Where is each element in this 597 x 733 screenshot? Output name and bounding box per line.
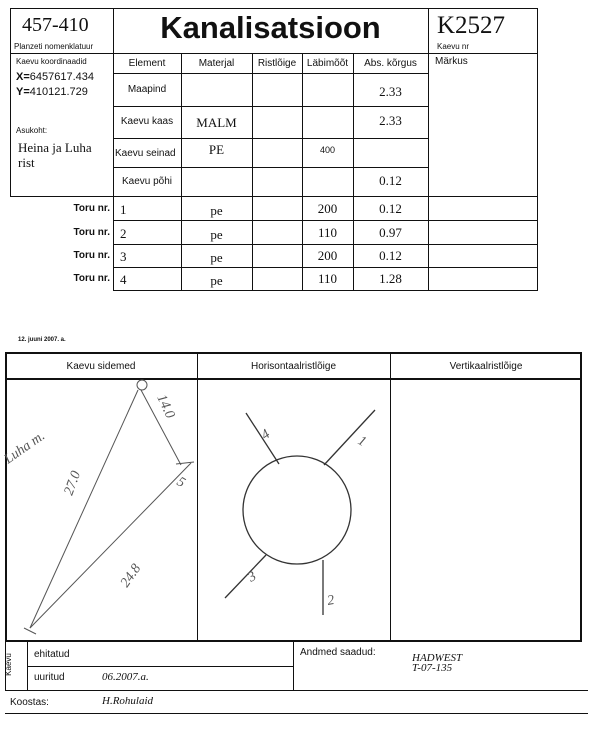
handwriting-length: 5 [174, 474, 188, 491]
well-number-label: Kaevu nr [437, 42, 470, 51]
row-korgus: 0.12 [379, 173, 402, 188]
y-label: Y= [16, 86, 30, 98]
row-element: Kaevu seinad [115, 148, 176, 159]
y-value: 410121.729 [29, 86, 88, 98]
pipe-number-4: 4 [258, 426, 274, 444]
col-header-korgus: Abs. kõrgus [364, 58, 417, 69]
coord-label: Kaevu koordinaadid [16, 57, 87, 66]
pipe-label: Toru nr. [73, 250, 110, 261]
pipe-labimoot: 200 [317, 201, 338, 216]
row-element: Maapind [127, 84, 167, 95]
row-materjal: MALM [196, 115, 237, 130]
pipe-korgus: 1.28 [379, 271, 402, 286]
pipe-korgus: 0.12 [379, 248, 402, 263]
sketch-col-horizontal: Horisontaalristlõige [250, 361, 337, 372]
pipe-labimoot: 200 [317, 248, 338, 263]
pipe-3-line [225, 555, 266, 598]
col-header-ristloige: Ristlõige [257, 58, 297, 69]
pipe-materjal: pe [210, 203, 223, 218]
pipe-4-line [246, 413, 279, 464]
col-header-materjal: Materjal [198, 58, 235, 69]
x-value: 6457617.434 [29, 71, 94, 83]
row-labimoot: 400 [319, 145, 336, 155]
row-element: Kaevu põhi [121, 176, 173, 187]
surveyed-label: uuritud [34, 672, 65, 683]
handwriting-length: 14.0 [153, 392, 178, 421]
sheet-number: 457-410 [22, 14, 89, 36]
location-line2: rist [18, 155, 35, 170]
x-label: X= [16, 71, 30, 83]
col-header-element: Element [128, 58, 166, 69]
row-korgus: 2.33 [379, 113, 402, 128]
col-header-labimoot: Läbimõõt [306, 58, 349, 69]
pipe-nr: 4 [120, 272, 127, 287]
sketch-col-connections: Kaevu sidemed [66, 361, 136, 372]
data-from-label: Andmed saadud: [300, 647, 376, 658]
pipe-label: Toru nr. [73, 273, 110, 284]
well-side-label: Kaevu [3, 653, 13, 676]
horizontal-section [225, 410, 375, 615]
location-label: Asukoht: [16, 126, 48, 135]
well-number: K2527 [437, 12, 506, 39]
pipe-korgus: 0.97 [379, 225, 402, 240]
pipe-labimoot: 110 [317, 225, 338, 240]
pipe-label: Toru nr. [73, 203, 110, 214]
row-korgus: 2.33 [379, 84, 402, 99]
handwriting-length: 24.8 [117, 561, 145, 591]
pipe-materjal: pe [210, 250, 223, 265]
well-circle [243, 456, 351, 564]
compiled-label: Koostas: [10, 697, 49, 708]
pipe-materjal: pe [210, 227, 223, 242]
pipe-line [30, 390, 138, 628]
handwriting-length: 27.0 [61, 469, 85, 498]
handwriting-street: Luha m. [1, 428, 48, 468]
pipe-materjal: pe [210, 273, 223, 288]
pipe-nr: 2 [120, 226, 127, 241]
pipe-line [24, 628, 36, 634]
data-from-reference: T-07-135 [412, 662, 453, 674]
pipe-label: Toru nr. [73, 227, 110, 238]
date-label: 12. juuni 2007. a. [18, 337, 66, 343]
well-marker [137, 380, 147, 390]
sketch-col-vertical: Vertikaalristlõige [449, 361, 523, 372]
pipe-korgus: 0.12 [379, 201, 402, 216]
col-header-markus: Märkus [435, 56, 468, 67]
sheet-label: Planzeti nomenklatuur [14, 42, 94, 51]
pipe-nr: 3 [120, 249, 127, 264]
pipe-line [176, 462, 194, 464]
built-label: ehitatud [34, 649, 70, 660]
pipe-labimoot: 110 [317, 271, 338, 286]
row-materjal: PE [208, 142, 225, 157]
compiled-value: H.Rohulaid [102, 695, 154, 707]
pipe-nr: 1 [120, 202, 127, 217]
row-element: Kaevu kaas [120, 116, 174, 127]
surveyed-value: 06.2007.a. [102, 671, 149, 683]
pipe-number-2: 2 [326, 592, 336, 609]
pipe-number-3: 3 [245, 568, 260, 586]
page-title: Kanalisatsioon [160, 10, 381, 45]
location-line1: Heina ja Luha [18, 140, 92, 155]
pipe-number-1: 1 [355, 433, 369, 450]
pipe-line [30, 463, 191, 628]
data-from-company: HADWEST [412, 652, 463, 664]
